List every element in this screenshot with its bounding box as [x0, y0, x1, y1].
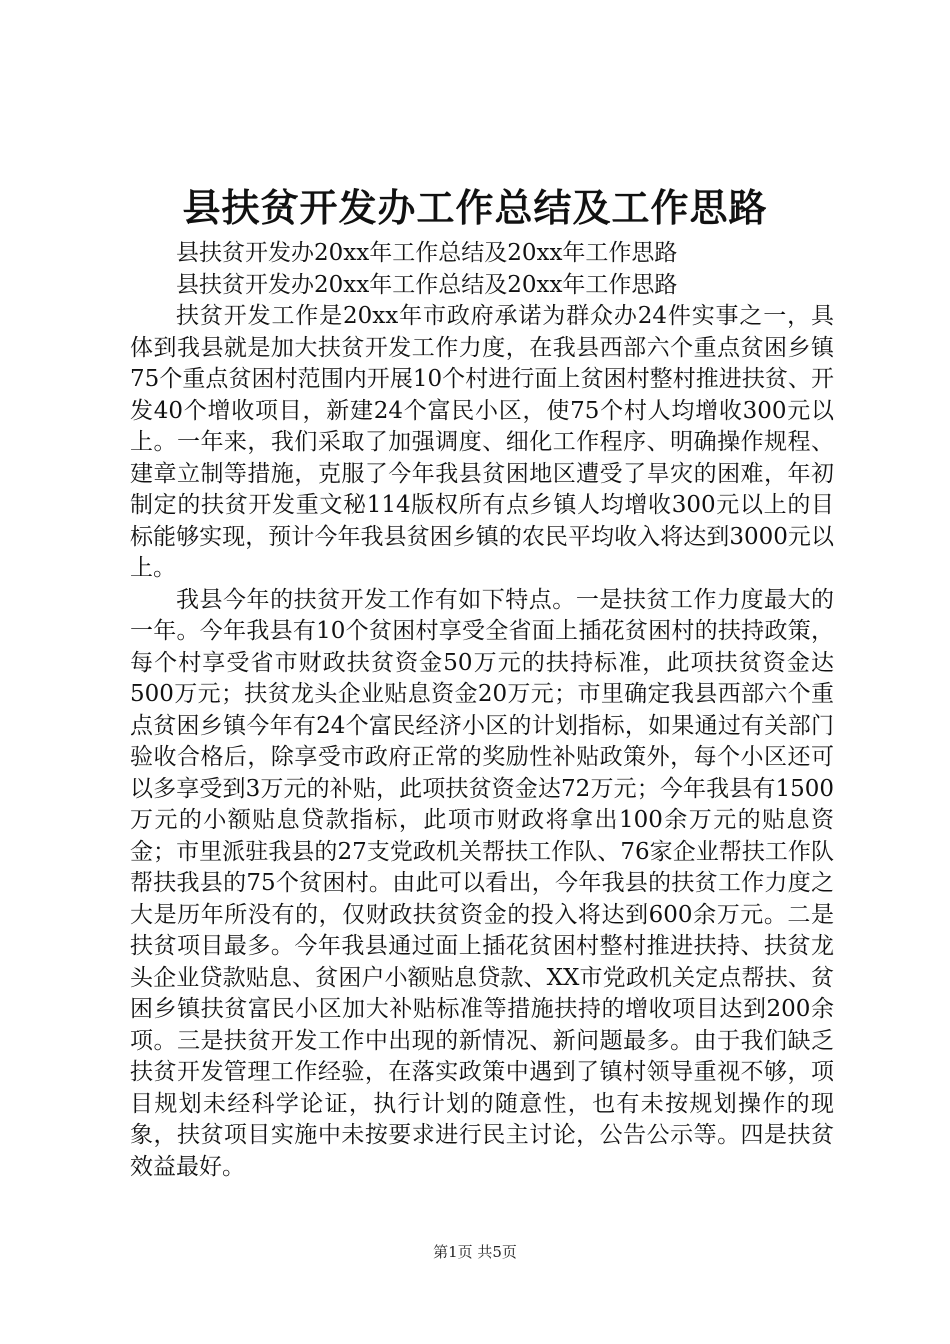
subtitle-line-1: 县扶贫开发办20xx年工作总结及20xx年工作思路 [176, 240, 678, 266]
paragraph-1: 扶贫开发工作是20xx年市政府承诺为群众办24件实事之一，具体到我县就是加大扶贫开发工作力度，在我县西部六个重点贫困乡镇75个重点贫困村范围内开展10个村进行面上贫困村整村推进扶贫、开发40个增收项目，新建24个富民小区，使75个村人均增收300元以上。一年来，我们采取了加强调度、细化工作程序、明确操作规程、建章立制等措施，克服了今年我县贫困地区遭受了旱灾的困难，年初制定的扶贫开发重文秘114版权所有点乡镇人均增收300元以上的目标能够实现，预计今年我县贫困乡镇的农民平均收入将达到3000元以上。 [130, 303, 834, 581]
subtitle-line-2: 县扶贫开发办20xx年工作总结及20xx年工作思路 [176, 271, 678, 298]
document-body [130, 238, 834, 1183]
document-title: 县扶贫开发办工作总结及工作思路 [182, 186, 768, 230]
page-footer: 第1页 共5页 [433, 1243, 517, 1261]
paragraph-2: 我县今年的扶贫开发工作有如下特点。一是扶贫工作力度最大的一年。今年我县有10个贫困村享受全省面上插花贫困村的扶持政策，每个村享受省市财政扶贫资金50万元的扶持标准，此项扶贫资金达500万元；扶贫龙头企业贴息资金20万元；市里确定我县西部六个重点贫困乡镇今年有24个富民经济小区的计划指标，如果通过有关部门验收合格后，除享受市政府正常的奖励性补贴政策外，每个小区还可以多享受到3万元的补贴，此项扶贫资金达72万元；今年我县有1500万元的小额贴息贷款指标，此项市财政将拿出100余万元的贴息资金；市里派驻我县的27支党政机关帮扶工作队、76家企业帮扶工作队帮扶我县的75个贫困村。由此可以看出，今年我县的扶贫工作力度之大是历年所没有的，仅财政扶贫资金的投入将达到600余万元。二是扶贫项目最多。今年我县通过面上插花贫困村整村推进扶持、扶贫龙头企业贷款贴息、贫困户小额贴息贷款、XX市党政机关定点帮扶、贫困乡镇扶贫富民小区加大补贴标准等措施扶持的增收项目达到200余项。三是扶贫开发工作中出现的新情况、新问题最多。由于我们缺乏扶贫开发管理工作经验，在落实政策中遇到了镇村领导重视不够，项目规划未经科学论证，执行计划的随意性，也有未按规划操作的现象，扶贫项目实施中未按要求进行民主讨论，公告公示等。四是扶贫效益最好。 [130, 586, 834, 1180]
